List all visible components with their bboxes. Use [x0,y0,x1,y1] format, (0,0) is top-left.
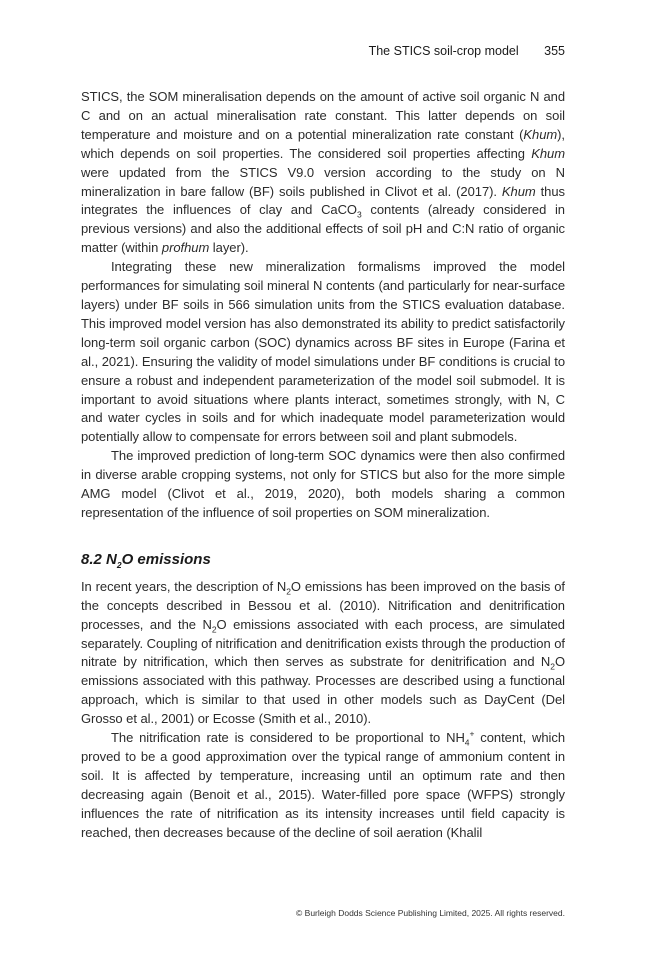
copyright-footer: © Burleigh Dodds Science Publishing Limited, 2025. All rights reserved. [296,908,565,918]
section-heading-n2o: 8.2 $N_2O$ emissions [81,550,211,570]
running-header [369,44,565,58]
paragraph-soc-dynamics: The improved prediction of long-term SOC dynamics were then also confirmed in diverse arable cropping systems, not only for STICS but also for the more simple AMG model (Clivot et al., 2019, 2020), both models sharing a common representation of the influence of soil properties on SOM mineralization. [81,448,565,520]
page-body [81,88,565,843]
paragraph-som-mineralisation: STICS, the SOM mineralisation depends on the amount of active soil organic N and C and on an actual mineralisation rate constant. This latter depends on soil temperature and moisture and on a potential mineralization rate constant (Khum), which depends on soil properties. The considered soil properties affecting Khum were updated from the STICS V9.0 version according to the study on N mineralization in bare fallow (BF) soils published in Clivot et al. (2017). Khum thus integrates the influences of clay and CaCO$_3$ contents (already considered in previous versions) and also the additional effects of soil pH and C:N ratio of organic matter (within profhum layer). [81,89,565,256]
page-number: 355 [544,44,565,58]
paragraph-n2o-emissions: In recent years, the description of $N_2O$ emissions has been improved on the basis of the concepts described in Bessou et al. (2010). Nitrification and denitrification processes, and the $N_2O$ emissions associated with each process, are simulated separately. Coupling of nitrification and denitrification exists through the production of nitrate by nitrification, which then serves as substrate for denitrification and $N_2O$ emissions associated with this pathway. Processes are described using a functional approach, which is similar to that used in other models such as DayCent (Del Grosso et al., 2001) or Ecosse (Smith et al., 2010). [81,578,565,727]
paragraph-mineralization-formalisms: Integrating these new mineralization formalisms improved the model performances for simulating soil mineral N contents (and particularly for near-surface layers) under BF soils in 566 simulation units from the STICS evaluation database. This improved model version has also demonstrated its ability to predict satisfactorily long-term soil organic carbon (SOC) dynamics across BF sites in Europe (Farina et al., 2021). Ensuring the validity of model simulations under BF conditions is crucial to ensure a robust and independent parameterization of the model soil submodel. It is important to avoid situations where plants interact, sometimes strongly, with N, C and water cycles in soils and for which inadequate model parameterization would potentially allow to compensate for errors between soil and plant submodels. [81,259,565,445]
running-title: The STICS soil-crop model [368,44,519,58]
paragraph-nitrification-rate: The nitrification rate is considered to be proportional to $NH_4^+$ content, which proved to be a good approximation over the typical range of ammonium content in soil. It is affected by temperature, increasing until an optimum rate and then decreasing again (Benoit et al., 2015). Water-filled pore space (WFPS) strongly influences the rate of nitrification as its intensity increases until field capacity is reached, then decreases because of the decline of soil aeration (Khalil [81,728,565,840]
